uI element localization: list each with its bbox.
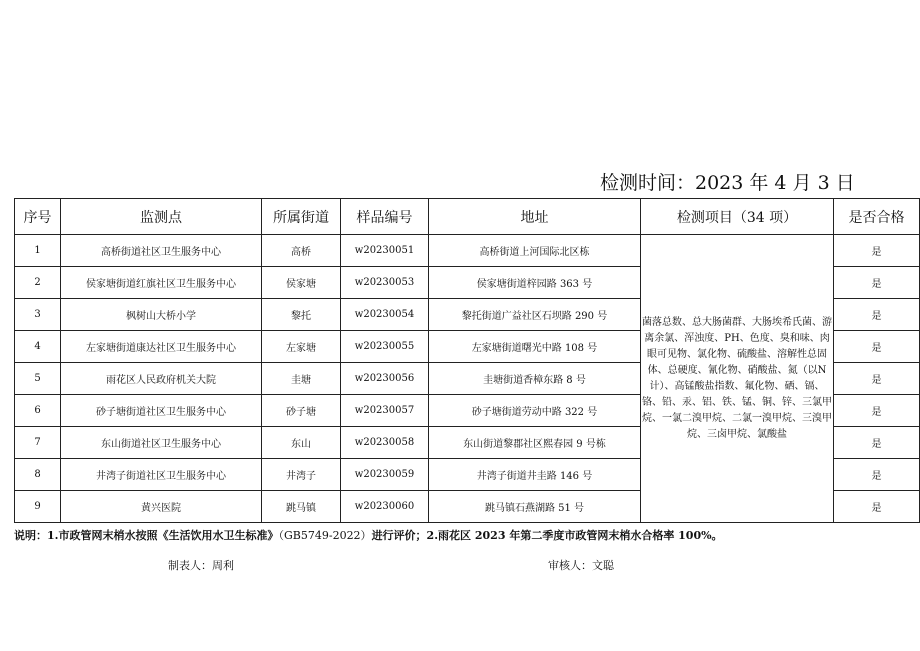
row-site: 井湾子街道社区卫生服务中心: [61, 459, 262, 491]
row-index: 8: [15, 459, 61, 491]
row-address: 东山街道黎郡社区熙春园 9 号栋: [429, 427, 641, 459]
row-index: 9: [15, 491, 61, 523]
evaluation-note: [14, 527, 904, 545]
row-street: 左家塘: [262, 331, 341, 363]
col-header-address: 地址: [429, 199, 641, 235]
row-address: 高桥街道上河国际北区栋: [429, 235, 641, 267]
row-street: 东山: [262, 427, 341, 459]
row-address: 井湾子街道井圭路 146 号: [429, 459, 641, 491]
row-index: 3: [15, 299, 61, 331]
row-site: 左家塘街道康达社区卫生服务中心: [61, 331, 262, 363]
row-street: 圭塘: [262, 363, 341, 395]
note-standard-code: （GB5749-2022）: [278, 529, 372, 542]
col-header-sample: 样品编号: [341, 199, 429, 235]
row-site: 高桥街道社区卫生服务中心: [61, 235, 262, 267]
row-site: 侯家塘街道红旗社区卫生服务中心: [61, 267, 262, 299]
row-street: 侯家塘: [262, 267, 341, 299]
row-site: 枫树山大桥小学: [61, 299, 262, 331]
row-address: 跳马镇石燕湖路 51 号: [429, 491, 641, 523]
detection-time: 检测时间：2023 年 4 月 3 日: [600, 172, 855, 194]
water-quality-table: [14, 198, 920, 523]
note-start: 说明：1.市政管网末梢水按照《生活饮用水卫生标准》: [14, 529, 279, 542]
row-pass: 是: [834, 395, 920, 427]
table-header-row: [15, 199, 920, 235]
row-sample: w20230057: [341, 395, 429, 427]
row-index: 4: [15, 331, 61, 363]
row-street: 黎托: [262, 299, 341, 331]
row-pass: 是: [834, 331, 920, 363]
row-pass: 是: [834, 235, 920, 267]
row-sample: w20230058: [341, 427, 429, 459]
note-end: 进行评价；2.雨花区 2023 年第二季度市政管网末梢水合格率 100%。: [371, 529, 723, 542]
row-site: 雨花区人民政府机关大院: [61, 363, 262, 395]
row-street: 高桥: [262, 235, 341, 267]
row-address: 左家塘街道曙光中路 108 号: [429, 331, 641, 363]
row-pass: 是: [834, 363, 920, 395]
row-address: 黎托街道广益社区石坝路 290 号: [429, 299, 641, 331]
row-address: 砂子塘街道劳动中路 322 号: [429, 395, 641, 427]
row-pass: 是: [834, 267, 920, 299]
table-maker: 制表人：周利: [168, 559, 234, 572]
row-index: 2: [15, 267, 61, 299]
row-pass: 是: [834, 299, 920, 331]
row-pass: 是: [834, 459, 920, 491]
col-header-pass: 是否合格: [834, 199, 920, 235]
row-sample: w20230051: [341, 235, 429, 267]
test-items-cell: 菌落总数、总大肠菌群、大肠埃希氏菌、游离余氯、浑浊度、PH、色度、臭和味、肉眼可见物、氯化物、硫酸盐、溶解性总固体、总硬度、氰化物、硝酸盐、氮（以N计）、高锰酸盐指数、氟化物、硒、镉、铬、铅、汞、铝、铁、锰、铜、锌、三氯甲烷、一氯二溴甲烷、二氯一溴甲烷、三溴甲烷、三卤甲烷、氯酸盐: [641, 235, 834, 523]
row-street: 砂子塘: [262, 395, 341, 427]
row-address: 侯家塘街道梓园路 363 号: [429, 267, 641, 299]
row-site: 砂子塘街道社区卫生服务中心: [61, 395, 262, 427]
row-site: 东山街道社区卫生服务中心: [61, 427, 262, 459]
row-sample: w20230053: [341, 267, 429, 299]
row-site: 黄兴医院: [61, 491, 262, 523]
table-row: [15, 235, 920, 267]
row-sample: w20230054: [341, 299, 429, 331]
row-sample: w20230056: [341, 363, 429, 395]
row-street: 跳马镇: [262, 491, 341, 523]
col-header-site: 监测点: [61, 199, 262, 235]
col-header-index: 序号: [15, 199, 61, 235]
row-index: 7: [15, 427, 61, 459]
row-sample: w20230060: [341, 491, 429, 523]
row-pass: 是: [834, 491, 920, 523]
row-index: 6: [15, 395, 61, 427]
row-sample: w20230059: [341, 459, 429, 491]
row-pass: 是: [834, 427, 920, 459]
table-reviewer: 审核人：文聪: [548, 559, 614, 572]
row-address: 圭塘街道香樟东路 8 号: [429, 363, 641, 395]
row-index: 1: [15, 235, 61, 267]
row-sample: w20230055: [341, 331, 429, 363]
col-header-street: 所属街道: [262, 199, 341, 235]
row-street: 井湾子: [262, 459, 341, 491]
row-index: 5: [15, 363, 61, 395]
col-header-items: 检测项目（34 项）: [641, 199, 834, 235]
